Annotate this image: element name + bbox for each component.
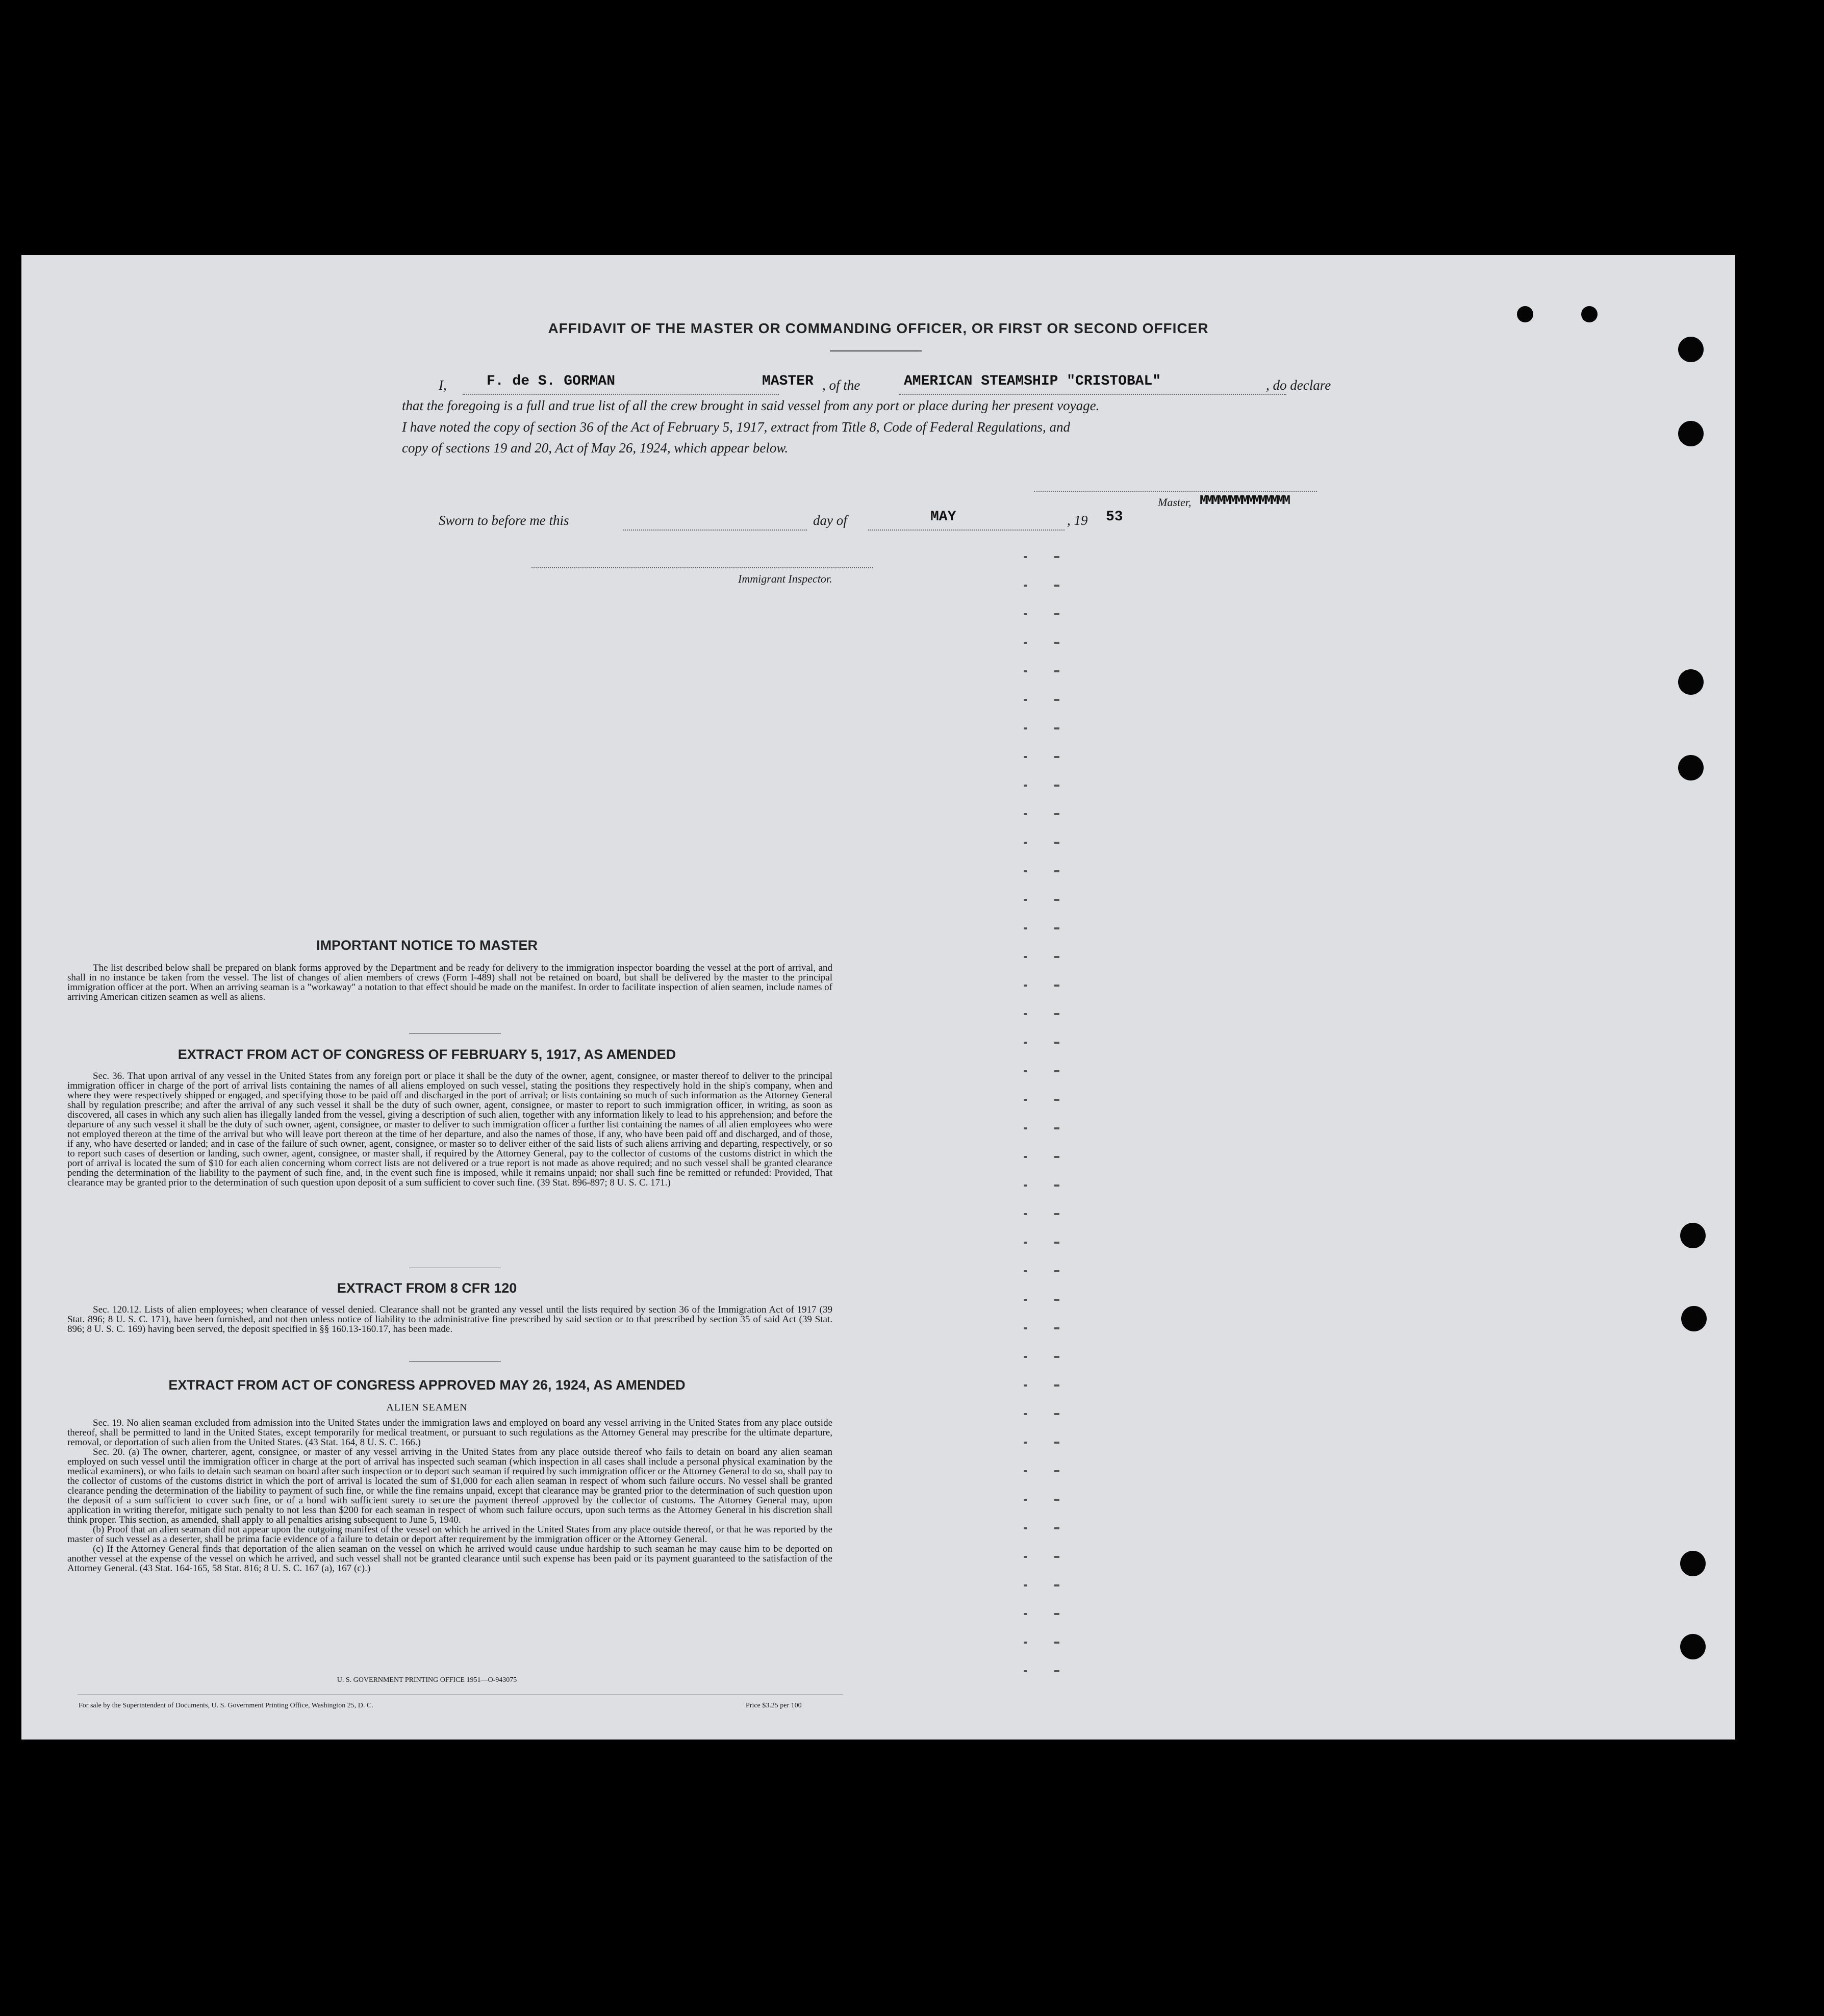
show-through-mark <box>1054 1442 1059 1444</box>
show-through-mark <box>1024 1442 1027 1444</box>
show-through-mark <box>1024 1156 1027 1158</box>
master-struck-text: MMMMMMMMMMMMMMM <box>1200 493 1289 508</box>
show-through-mark <box>1024 670 1027 672</box>
show-through-mark <box>1054 1413 1059 1415</box>
show-through-mark <box>1054 1527 1059 1529</box>
show-through-mark <box>1024 1270 1027 1272</box>
show-through-mark <box>1054 556 1059 558</box>
vessel-blank <box>899 394 1286 395</box>
title-divider <box>830 350 922 351</box>
notice-divider <box>409 1033 501 1034</box>
show-through-mark <box>1024 1327 1027 1329</box>
show-through-mark <box>1024 927 1027 929</box>
show-through-mark <box>1054 699 1059 701</box>
show-through-mark <box>1054 1127 1059 1129</box>
affidavit-line-4: copy of sections 19 and 20, Act of May 26, 1924, which appear below. <box>402 440 789 456</box>
show-through-mark <box>1054 842 1059 844</box>
binder-hole <box>1581 306 1598 322</box>
show-through-mark <box>1054 1384 1059 1387</box>
show-through-mark <box>1024 642 1027 644</box>
binder-hole <box>1680 1634 1706 1659</box>
inspector-label: Immigrant Inspector. <box>738 572 832 585</box>
show-through-mark <box>1024 1213 1027 1215</box>
show-through-mark <box>1054 1642 1059 1644</box>
for-sale-note: For sale by the Superintendent of Documents, U. S. Government Printing Office, Washington 25, D. C. <box>79 1702 373 1709</box>
show-through-mark <box>1054 1470 1059 1472</box>
show-through-mark <box>1024 1099 1027 1101</box>
do-declare-label: , do declare <box>1266 377 1331 393</box>
show-through-mark <box>1054 1099 1059 1101</box>
show-through-mark <box>1054 642 1059 644</box>
sec-20c-text: (c) If the Attorney General finds that deportation of the alien seaman on the vessel on which he arrived would cause undue hardship to such seaman he may cause him to be deported on another vessel at the expense of the vessel on which he arrived, and such vessel shall not be granted clearance until such expense has been paid or its payment guaranteed to the satisfaction of the Attorney General. (43 Stat. 164-165, 58 Stat. 816; 8 U. S. C. 167 (a), 167 (c).) <box>67 1544 832 1574</box>
show-through-mark <box>1054 785 1059 787</box>
show-through-mark <box>1024 1670 1027 1672</box>
show-through-mark <box>1054 727 1059 729</box>
show-through-mark <box>1054 1156 1059 1158</box>
show-through-mark <box>1024 1242 1027 1244</box>
show-through-mark <box>1054 1013 1059 1015</box>
intro-i: I, <box>439 377 447 393</box>
show-through-mark <box>1024 956 1027 958</box>
show-through-mark <box>1024 1070 1027 1072</box>
cfr-divider <box>409 1361 501 1362</box>
binder-hole <box>1678 669 1704 695</box>
binder-hole <box>1680 1551 1706 1576</box>
show-through-mark <box>1024 899 1027 901</box>
show-through-mark <box>1054 870 1059 872</box>
show-through-mark <box>1024 842 1027 844</box>
binder-hole <box>1681 1306 1707 1331</box>
show-through-mark <box>1054 1070 1059 1072</box>
show-through-mark <box>1054 1556 1059 1558</box>
show-through-mark <box>1054 1270 1059 1272</box>
affidavit-line-2: that the foregoing is a full and true list of all the crew brought in said vessel from any port or place during her present voyage. <box>402 398 1100 413</box>
show-through-mark <box>1024 699 1027 701</box>
show-through-mark <box>1024 1470 1027 1472</box>
show-through-mark <box>1054 813 1059 815</box>
extract-1917-block <box>67 1071 832 1188</box>
cfr-block <box>67 1305 832 1334</box>
show-through-mark <box>1024 556 1027 558</box>
show-through-mark <box>1024 1384 1027 1387</box>
rank-field: MASTER <box>762 373 814 389</box>
master-name-field: F. de S. GORMAN <box>487 373 616 389</box>
year-field: 53 <box>1106 509 1123 525</box>
binder-hole <box>1678 421 1704 446</box>
show-through-mark <box>1054 1584 1059 1586</box>
show-through-mark <box>1024 1299 1027 1301</box>
show-through-mark <box>1024 1127 1027 1129</box>
show-through-mark <box>1054 1613 1059 1615</box>
of-the-label: , of the <box>822 377 860 393</box>
month-blank <box>868 530 1065 531</box>
binder-hole <box>1680 1223 1706 1248</box>
affidavit-line-3: I have noted the copy of section 36 of the Act of February 5, 1917, extract from Title 8, Code of Federal Regulations, and <box>402 419 1071 435</box>
inspector-signature-line <box>531 567 873 568</box>
month-field: MAY <box>930 509 956 525</box>
show-through-mark <box>1024 1185 1027 1187</box>
show-through-mark <box>1024 1556 1027 1558</box>
show-through-mark <box>1054 1042 1059 1044</box>
name-blank <box>463 394 779 395</box>
show-through-mark <box>1054 1499 1059 1501</box>
extract-1924-block <box>67 1418 832 1573</box>
master-label: Master, <box>1158 496 1192 509</box>
binder-hole <box>1678 337 1704 362</box>
show-through-mark <box>1024 727 1027 729</box>
show-through-mark <box>1024 1584 1027 1586</box>
day-of-label: day of <box>813 513 847 528</box>
extract-1924-title: EXTRACT FROM ACT OF CONGRESS APPROVED MAY 26, 1924, AS AMENDED <box>168 1377 686 1393</box>
sec-20b-text: (b) Proof that an alien seaman did not appear upon the outgoing manifest of the vessel on which he arrived in the United States from any place outside thereof, or that he was reported by the master of such vessel as a deserter, shall be prima facie evidence of a failure to detain or deport after requirement by the immigration officer or the Attorney General. <box>67 1524 832 1545</box>
cfr-title: EXTRACT FROM 8 CFR 120 <box>337 1280 517 1296</box>
show-through-mark <box>1054 1185 1059 1187</box>
show-through-mark <box>1054 1327 1059 1329</box>
show-through-mark <box>1024 1613 1027 1615</box>
binder-hole <box>1517 306 1533 322</box>
show-through-mark <box>1024 613 1027 615</box>
alien-seamen-subtitle: ALIEN SEAMEN <box>386 1402 468 1413</box>
show-through-mark <box>1054 1299 1059 1301</box>
cfr-text: Sec. 120.12. Lists of alien employees; when clearance of vessel denied. Clearance shall not be granted any vessel until the lists required by section 36 of the Immigration Act of 1917 (39 Stat. 896; 8 U. S. C. 171), have been furnished, and not then unless notice of liability to the administrative fine prescribed by said section or to that prescribed by section 35 of said Act (39 Stat. 896; 8 U. S. C. 169) having been served, the deposit specified in §§ 160.13-160.17, has been made. <box>67 1304 832 1334</box>
show-through-mark <box>1054 1242 1059 1244</box>
price-note: Price $3.25 per 100 <box>746 1702 802 1709</box>
vessel-name-field: AMERICAN STEAMSHIP "CRISTOBAL" <box>904 373 1161 389</box>
show-through-mark <box>1024 585 1027 587</box>
affidavit-title: AFFIDAVIT OF THE MASTER OR COMMANDING OFFICER, OR FIRST OR SECOND OFFICER <box>548 320 1209 336</box>
show-through-mark <box>1024 870 1027 872</box>
notice-block <box>67 963 832 1002</box>
year-prefix-label: , 19 <box>1067 513 1088 528</box>
gpo-imprint: U. S. GOVERNMENT PRINTING OFFICE 1951—O-943075 <box>337 1676 517 1684</box>
show-through-mark <box>1024 1527 1027 1529</box>
notice-text: The list described below shall be prepared on blank forms approved by the Department and be ready for delivery to the immigration inspector boarding the vessel at the port of arrival, and shall in no instance be taken from the vessel. The list of changes of alien members of crews (Form I-489) shall not be retained on board, but shall be delivered by the master to the principal immigration officer at the port. When an arriving seaman is a "workaway" a notation to that effect should be made on the manifest. In order to facilitate inspection of alien seamen, include names of arriving American citizen seamen as well as aliens. <box>67 963 832 1002</box>
show-through-mark <box>1024 1413 1027 1415</box>
show-through-mark <box>1054 1356 1059 1358</box>
sworn-label: Sworn to before me this <box>439 513 569 528</box>
show-through-mark <box>1024 1642 1027 1644</box>
show-through-mark <box>1054 585 1059 587</box>
show-through-mark <box>1024 1356 1027 1358</box>
show-through-mark <box>1024 1042 1027 1044</box>
show-through-mark <box>1054 613 1059 615</box>
notice-title: IMPORTANT NOTICE TO MASTER <box>316 938 538 953</box>
show-through-mark <box>1024 785 1027 787</box>
show-through-mark <box>1054 956 1059 958</box>
show-through-mark <box>1054 927 1059 929</box>
show-through-mark <box>1054 756 1059 758</box>
show-through-mark <box>1054 985 1059 987</box>
show-through-mark <box>1024 813 1027 815</box>
show-through-mark <box>1054 899 1059 901</box>
show-through-mark <box>1024 1499 1027 1501</box>
sworn-day-blank <box>623 530 807 531</box>
show-through-mark <box>1024 756 1027 758</box>
binder-hole <box>1678 755 1704 780</box>
show-through-mark <box>1054 1670 1059 1672</box>
extract-1917-title: EXTRACT FROM ACT OF CONGRESS OF FEBRUARY 5, 1917, AS AMENDED <box>178 1047 676 1062</box>
show-through-mark <box>1024 985 1027 987</box>
show-through-mark <box>1054 670 1059 672</box>
sec-19-text: Sec. 19. No alien seaman excluded from admission into the United States under the immigration laws and employed on board any vessel arriving in the United States from any place outside thereof, shall be permitted to land in the United States, except temporarily for medical treatment, or pursuant to such regulations as the Attorney General may prescribe for the ultimate departure, removal, or deportation of such alien from the United States. (43 Stat. 164, 8 U. S. C. 166.) <box>67 1418 832 1448</box>
signature-line <box>1034 491 1317 492</box>
show-through-mark <box>1054 1213 1059 1215</box>
show-through-mark <box>1024 1013 1027 1015</box>
document-page <box>21 255 1735 1740</box>
sec-20a-text: Sec. 20. (a) The owner, charterer, agent, consignee, or master of any vessel arriving in the United States from any place outside thereof who fails to detain on board any alien seaman employed on such vessel until the immigration officer in charge at the port of arrival has inspected such seaman (which inspection in all cases shall include a personal physical examination by the medical examiners), or who fails to detain such seaman on board after such inspection or to deport such seaman if required by such immigration officer or the Attorney General to do so, shall pay to the collector of customs of the customs district in which the port of arrival is located the sum of $1,000 for each alien seaman in respect of whom such failure occurs. No vessel shall be granted clearance pending the determination of the liability to payment of such fine, or while the fine remains unpaid, except that clearance may be granted prior to the determination of such question upon the deposit of a sum sufficient to cover such fine, or of a bond with sufficient surety to secure the payment thereof approved by the collector of customs. The Attorney General may, upon application in writing therefor, mitigate such penalty to not less than $200 for each seaman in respect of whom such failure occurs, upon such terms as the Attorney General in his discretion shall think proper. This section, as amended, shall apply to all penalties arising subsequent to June 5, 1940. <box>67 1447 832 1525</box>
extract-1917-text: Sec. 36. That upon arrival of any vessel in the United States from any foreign port or place it shall be the duty of the owner, agent, consignee, or master thereof to deliver to the principal immigration officer in charge of the port of arrival lists containing the names of all aliens employed on such vessel, stating the positions they respectively hold in the ship's company, when and where they were respectively shipped or engaged, and specifying those to be paid off and discharged in the port of arrival; or lists containing so much of such information as the Attorney General shall by regulation prescribe; and after the arrival of any such vessel it shall be the duty of such owner, agent, consignee, or master to report to such immigration officer, in writing, as soon as discovered, all cases in which any such alien has illegally landed from the vessel, giving a description of such alien, together with any information likely to lead to his apprehension; and before the departure of any such vessel it shall be the duty of such owner, agent, consignee, or master to deliver to such immigration officer a further list containing the names of all alien employees who were not employed thereon at the time of the arrival but who will leave port thereon at the time of her departure, and also the names of those, if any, who have been paid off and discharged, and of those, if any, who have deserted or landed; and in case of the failure of such owner, agent, consignee, or master so to deliver either of the said lists of such aliens arriving and departing, respectively, or so to report such cases of desertion or landing, such owner, agent, consignee, or master shall, if required by the Attorney General, pay to the collector of customs of the customs district in which the port of arrival is located the sum of $10 for each alien concerning whom correct lists are not delivered or a true report is not made as above required; and no such vessel shall be granted clearance pending the determination of the liability to the payment of such fine, and, in the event such fine is imposed, while it remains unpaid; nor shall such fine be remitted or refunded: Provided, That clearance may be granted prior to the determination of such question upon deposit of a sum sufficient to cover such fine. (39 Stat. 896-897; 8 U. S. C. 171.) <box>67 1071 832 1188</box>
